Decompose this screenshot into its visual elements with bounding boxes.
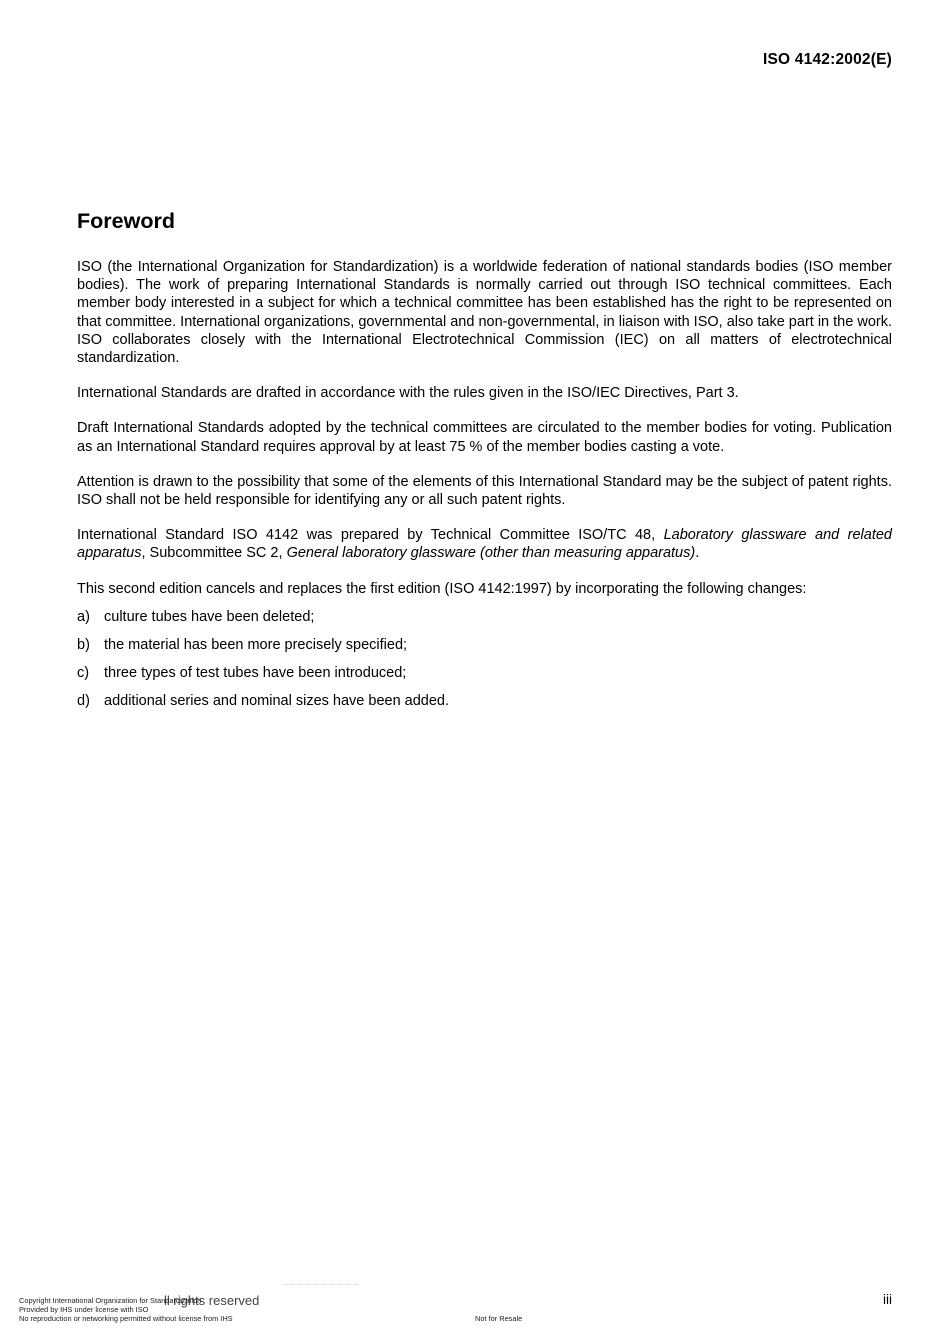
footer-divider: [284, 1284, 358, 1286]
list-item: [77, 664, 892, 682]
changes-list: [77, 608, 892, 710]
paragraph-voting: Draft International Standards adopted by the technical committees are circulated to the member bodies for voting. Publication as an International Standard requires approval by at least 75 % of the member bodies casting a vote.: [77, 420, 892, 455]
standard-id: ISO 4142:2002(E): [763, 51, 892, 68]
paragraph-directives: International Standards are drafted in accordance with the rules given in the ISO/IEC Directives, Part 3.: [77, 385, 739, 402]
copyright-line: Copyright International Organization for Standardization: [19, 1296, 202, 1305]
preparation-text-sc: , Subcommittee SC 2,: [141, 545, 287, 562]
resale-notice: Not for Resale: [475, 1314, 523, 1323]
list-marker: d): [77, 692, 90, 709]
paragraph-patent-rights: Attention is drawn to the possibility that some of the elements of this International Standard may be the subject of patent rights. ISO shall not be held responsible for identifying any or all such patent rights.: [77, 473, 892, 509]
committee-title: Laboratory glassware and related apparatus: [77, 527, 892, 562]
page-number: iii: [883, 1292, 892, 1307]
paragraph-iso-federation: ISO (the International Organization for Standardization) is a worldwide federation of national standards bodies (ISO member bodies). The work of preparing International Standards is normally carried out through ISO technical committees. Each member body interested in a subject for which a technical committee has been established has the right to be represented on that committee. International organizations, governmental and non-governmental, in liaison with ISO, also take part in the work. ISO collaborates closely with the International Electrotechnical Commission (IEC) on all matters of electrotechnical standardization.: [77, 259, 892, 367]
list-item-text: culture tubes have been deleted;: [104, 608, 315, 625]
license-line: Provided by IHS under license with ISO: [19, 1305, 149, 1315]
list-item-text: additional series and nominal sizes have been added.: [104, 692, 450, 709]
list-item: [77, 636, 892, 654]
copyright-notice: [19, 1296, 233, 1324]
list-marker: c): [77, 664, 90, 681]
list-item: [77, 608, 892, 626]
preparation-text-end: .: [695, 545, 700, 562]
list-item: [77, 692, 892, 710]
list-item-text: the material has been more precisely specified;: [104, 636, 408, 653]
page-title: Foreword: [77, 209, 175, 233]
rights-reserved: ll rights reserved: [164, 1293, 260, 1308]
list-marker: a): [77, 608, 90, 625]
paragraph-preparation: [77, 526, 892, 562]
list-item-text: three types of test tubes have been introduced;: [104, 664, 407, 681]
subcommittee-title: General laboratory glassware (other than measuring apparatus): [286, 545, 696, 562]
reproduction-line: No reproduction or networking permitted without license from IHS: [19, 1314, 233, 1324]
foreword-body: [77, 258, 892, 720]
list-marker: b): [77, 636, 90, 653]
paragraph-edition: This second edition cancels and replaces the first edition (ISO 4142:1997) by incorporating the following changes:: [77, 580, 807, 597]
preparation-text: International Standard ISO 4142 was prepared by Technical Committee ISO/TC 48,: [77, 527, 664, 544]
